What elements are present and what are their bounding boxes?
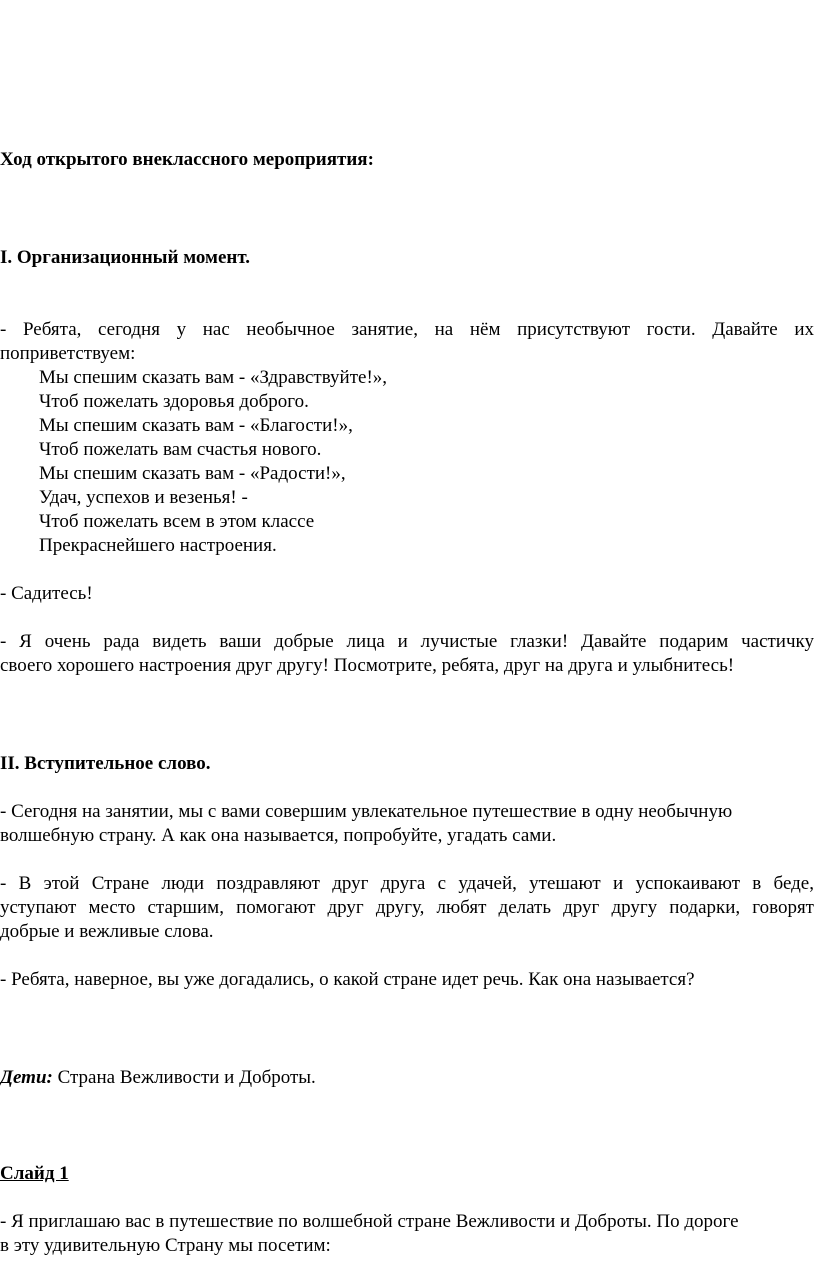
- poem-line: Прекраснейшего настроения.: [39, 535, 277, 556]
- document-title: Ход открытого внеклассного мероприятия:: [0, 149, 374, 170]
- paragraph-glad-line: своего хорошего настроения друг другу! Посмотрите, ребята, друг на друга и улыбнитесь!: [0, 655, 735, 676]
- poem-line: Чтоб пожелать всем в этом классе: [39, 511, 315, 532]
- paragraph-invitation-line: в эту удивительную Страну мы посетим:: [0, 1235, 331, 1256]
- poem-line: Чтоб пожелать здоровья доброго.: [39, 391, 309, 412]
- paragraph-sit-down: - Садитесь!: [0, 583, 93, 604]
- paragraph-invitation-line: - Я приглашаю вас в путешествие по волшебной стране Вежливости и Доброты. По дороге: [0, 1211, 739, 1232]
- paragraph-greeting-line: поприветствуем:: [0, 343, 136, 364]
- poem-line: Мы спешим сказать вам - «Благости!»,: [39, 415, 353, 436]
- children-answer-line: [0, 1066, 316, 1090]
- paragraph-greeting-line: - Ребята, сегодня у нас необычное занятие, на нём присутствуют гости. Давайте их: [0, 319, 814, 340]
- slide-heading: Слайд 1: [0, 1163, 69, 1184]
- children-answer-text: Страна Вежливости и Доброты.: [52, 1067, 316, 1088]
- speaker-label: Дети:: [0, 1067, 53, 1088]
- poem-line: Чтоб пожелать вам счастья нового.: [39, 439, 322, 460]
- paragraph-question: - Ребята, наверное, вы уже догадались, о какой стране идет речь. Как она называется?: [0, 969, 695, 990]
- poem-line: Мы спешим сказать вам - «Радости!»,: [39, 463, 346, 484]
- paragraph-country-line: уступают место старшим, помогают друг другу, любят делать друг другу подарки, говорят: [0, 897, 814, 918]
- poem-line: Мы спешим сказать вам - «Здравствуйте!»,: [39, 367, 388, 388]
- poem-line: Удач, успехов и везенья! -: [39, 487, 248, 508]
- section-heading-organizational: I. Организационный момент.: [0, 247, 251, 268]
- paragraph-country-line: добрые и вежливые слова.: [0, 921, 214, 942]
- section-heading-introduction: II. Вступительное слово.: [0, 753, 211, 774]
- paragraph-country-line: - В этой Стране люди поздравляют друг друга с удачей, утешают и успокаивают в беде,: [0, 873, 814, 894]
- paragraph-glad-line: - Я очень рада видеть ваши добрые лица и лучистые глазки! Давайте подарим частичку: [0, 631, 814, 652]
- paragraph-journey-line: - Сегодня на занятии, мы с вами совершим увлекательное путешествие в одну необычную: [0, 801, 733, 822]
- paragraph-journey-line: волшебную страну. А как она называется, попробуйте, угадать сами.: [0, 825, 557, 846]
